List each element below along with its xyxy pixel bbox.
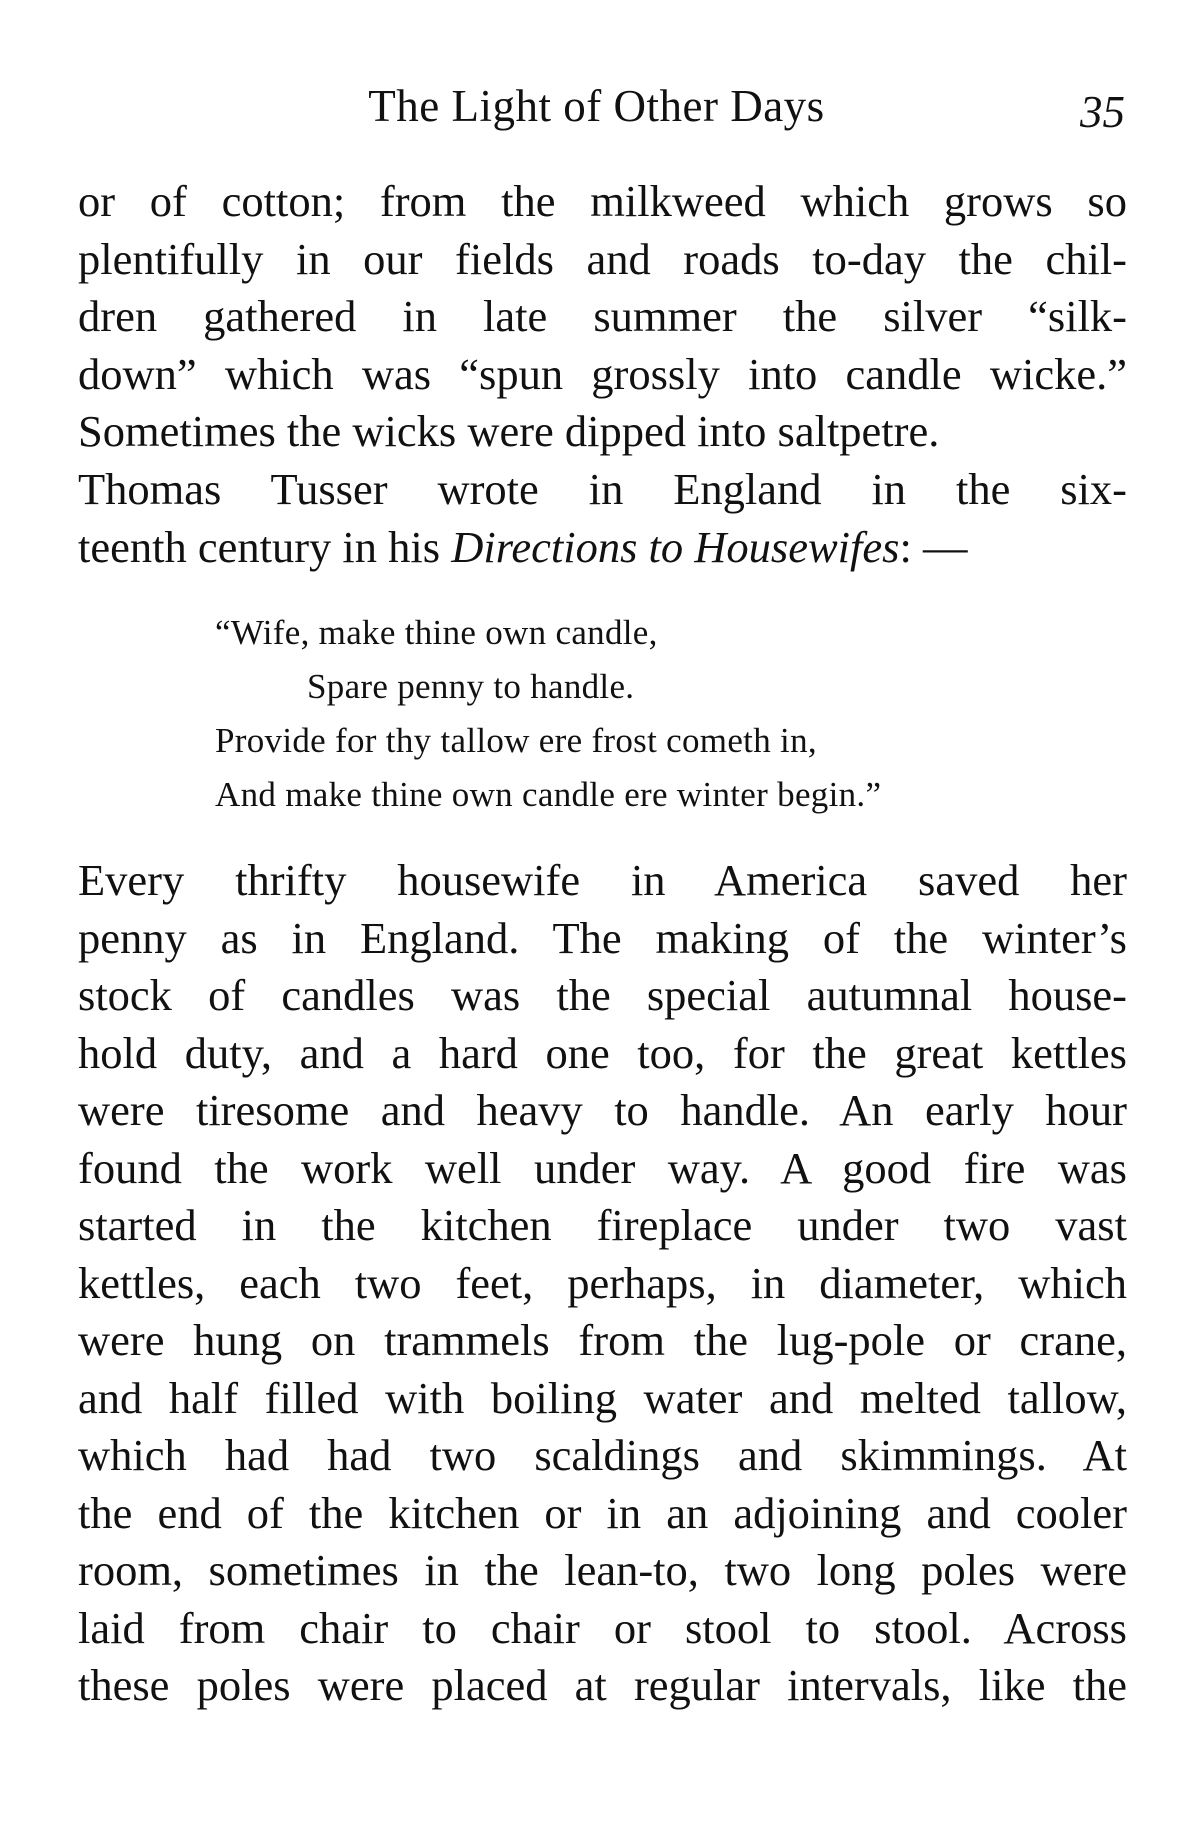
verse-line: Provide for thy tallow ere frost cometh in,	[215, 721, 817, 760]
text-line: plentifully in our fields and roads to-day the chil-	[78, 233, 1127, 284]
text-line: were tiresome and heavy to handle. An early hour	[78, 1085, 1127, 1135]
text-line: room, sometimes in the lean-to, two long poles were	[78, 1545, 1127, 1595]
text-line: or of cotton; from the milkweed which grows so	[78, 176, 1127, 226]
verse-line: Spare penny to handle.	[307, 667, 635, 706]
book-title: Directions to Housewifes	[451, 521, 900, 572]
text-line: which had had two scaldings and skimmings. At	[78, 1430, 1127, 1480]
text-line: stock of candles was the special autumnal house-	[78, 970, 1127, 1020]
paragraph-thomas-tusser	[78, 461, 1127, 576]
page-number: 35	[1080, 87, 1125, 137]
running-head	[0, 76, 1193, 136]
text-line: and half filled with boiling water and melted tallow,	[78, 1372, 1127, 1423]
text-line: hold duty, and a hard one too, for the great kettles	[78, 1027, 1127, 1078]
text-line: started in the kitchen fireplace under two vast	[78, 1200, 1127, 1250]
text-line: Sometimes the wicks were dipped into saltpetre.	[78, 406, 940, 456]
text-fragment: : —	[899, 521, 968, 572]
text-line: were hung on trammels from the lug-pole or crane,	[78, 1315, 1127, 1365]
text-line: Thomas Tusser wrote in England in the six-	[78, 464, 1127, 514]
text-line: laid from chair to chair or stool to stool. Across	[78, 1602, 1127, 1653]
text-line: down” which was “spun grossly into candle wicke.”	[78, 348, 1127, 399]
verse-line: And make thine own candle ere winter begin.”	[215, 775, 882, 814]
quoted-verse	[215, 606, 1065, 822]
text-line: the end of the kitchen or in an adjoining and cooler	[78, 1487, 1127, 1538]
text-line: these poles were placed at regular intervals, like the	[78, 1660, 1127, 1710]
text-line: penny as in England. The making of the winter’s	[78, 912, 1127, 963]
text-line: kettles, each two feet, perhaps, in diameter, which	[78, 1257, 1127, 1308]
text-line: Every thrifty housewife in America saved her	[78, 855, 1127, 905]
paragraph-cotton-wicks	[78, 173, 1127, 461]
text-line-with-title	[78, 519, 1127, 577]
verse-line: “Wife, make thine own candle,	[215, 613, 658, 652]
text-line: found the work well under way. A good fire was	[78, 1142, 1127, 1193]
text-fragment: teenth century in his	[78, 521, 452, 572]
paragraph-candle-making	[78, 852, 1127, 1715]
running-title: The Light of Other Days	[368, 81, 825, 131]
text-line: dren gathered in late summer the silver “silk-	[78, 291, 1127, 341]
